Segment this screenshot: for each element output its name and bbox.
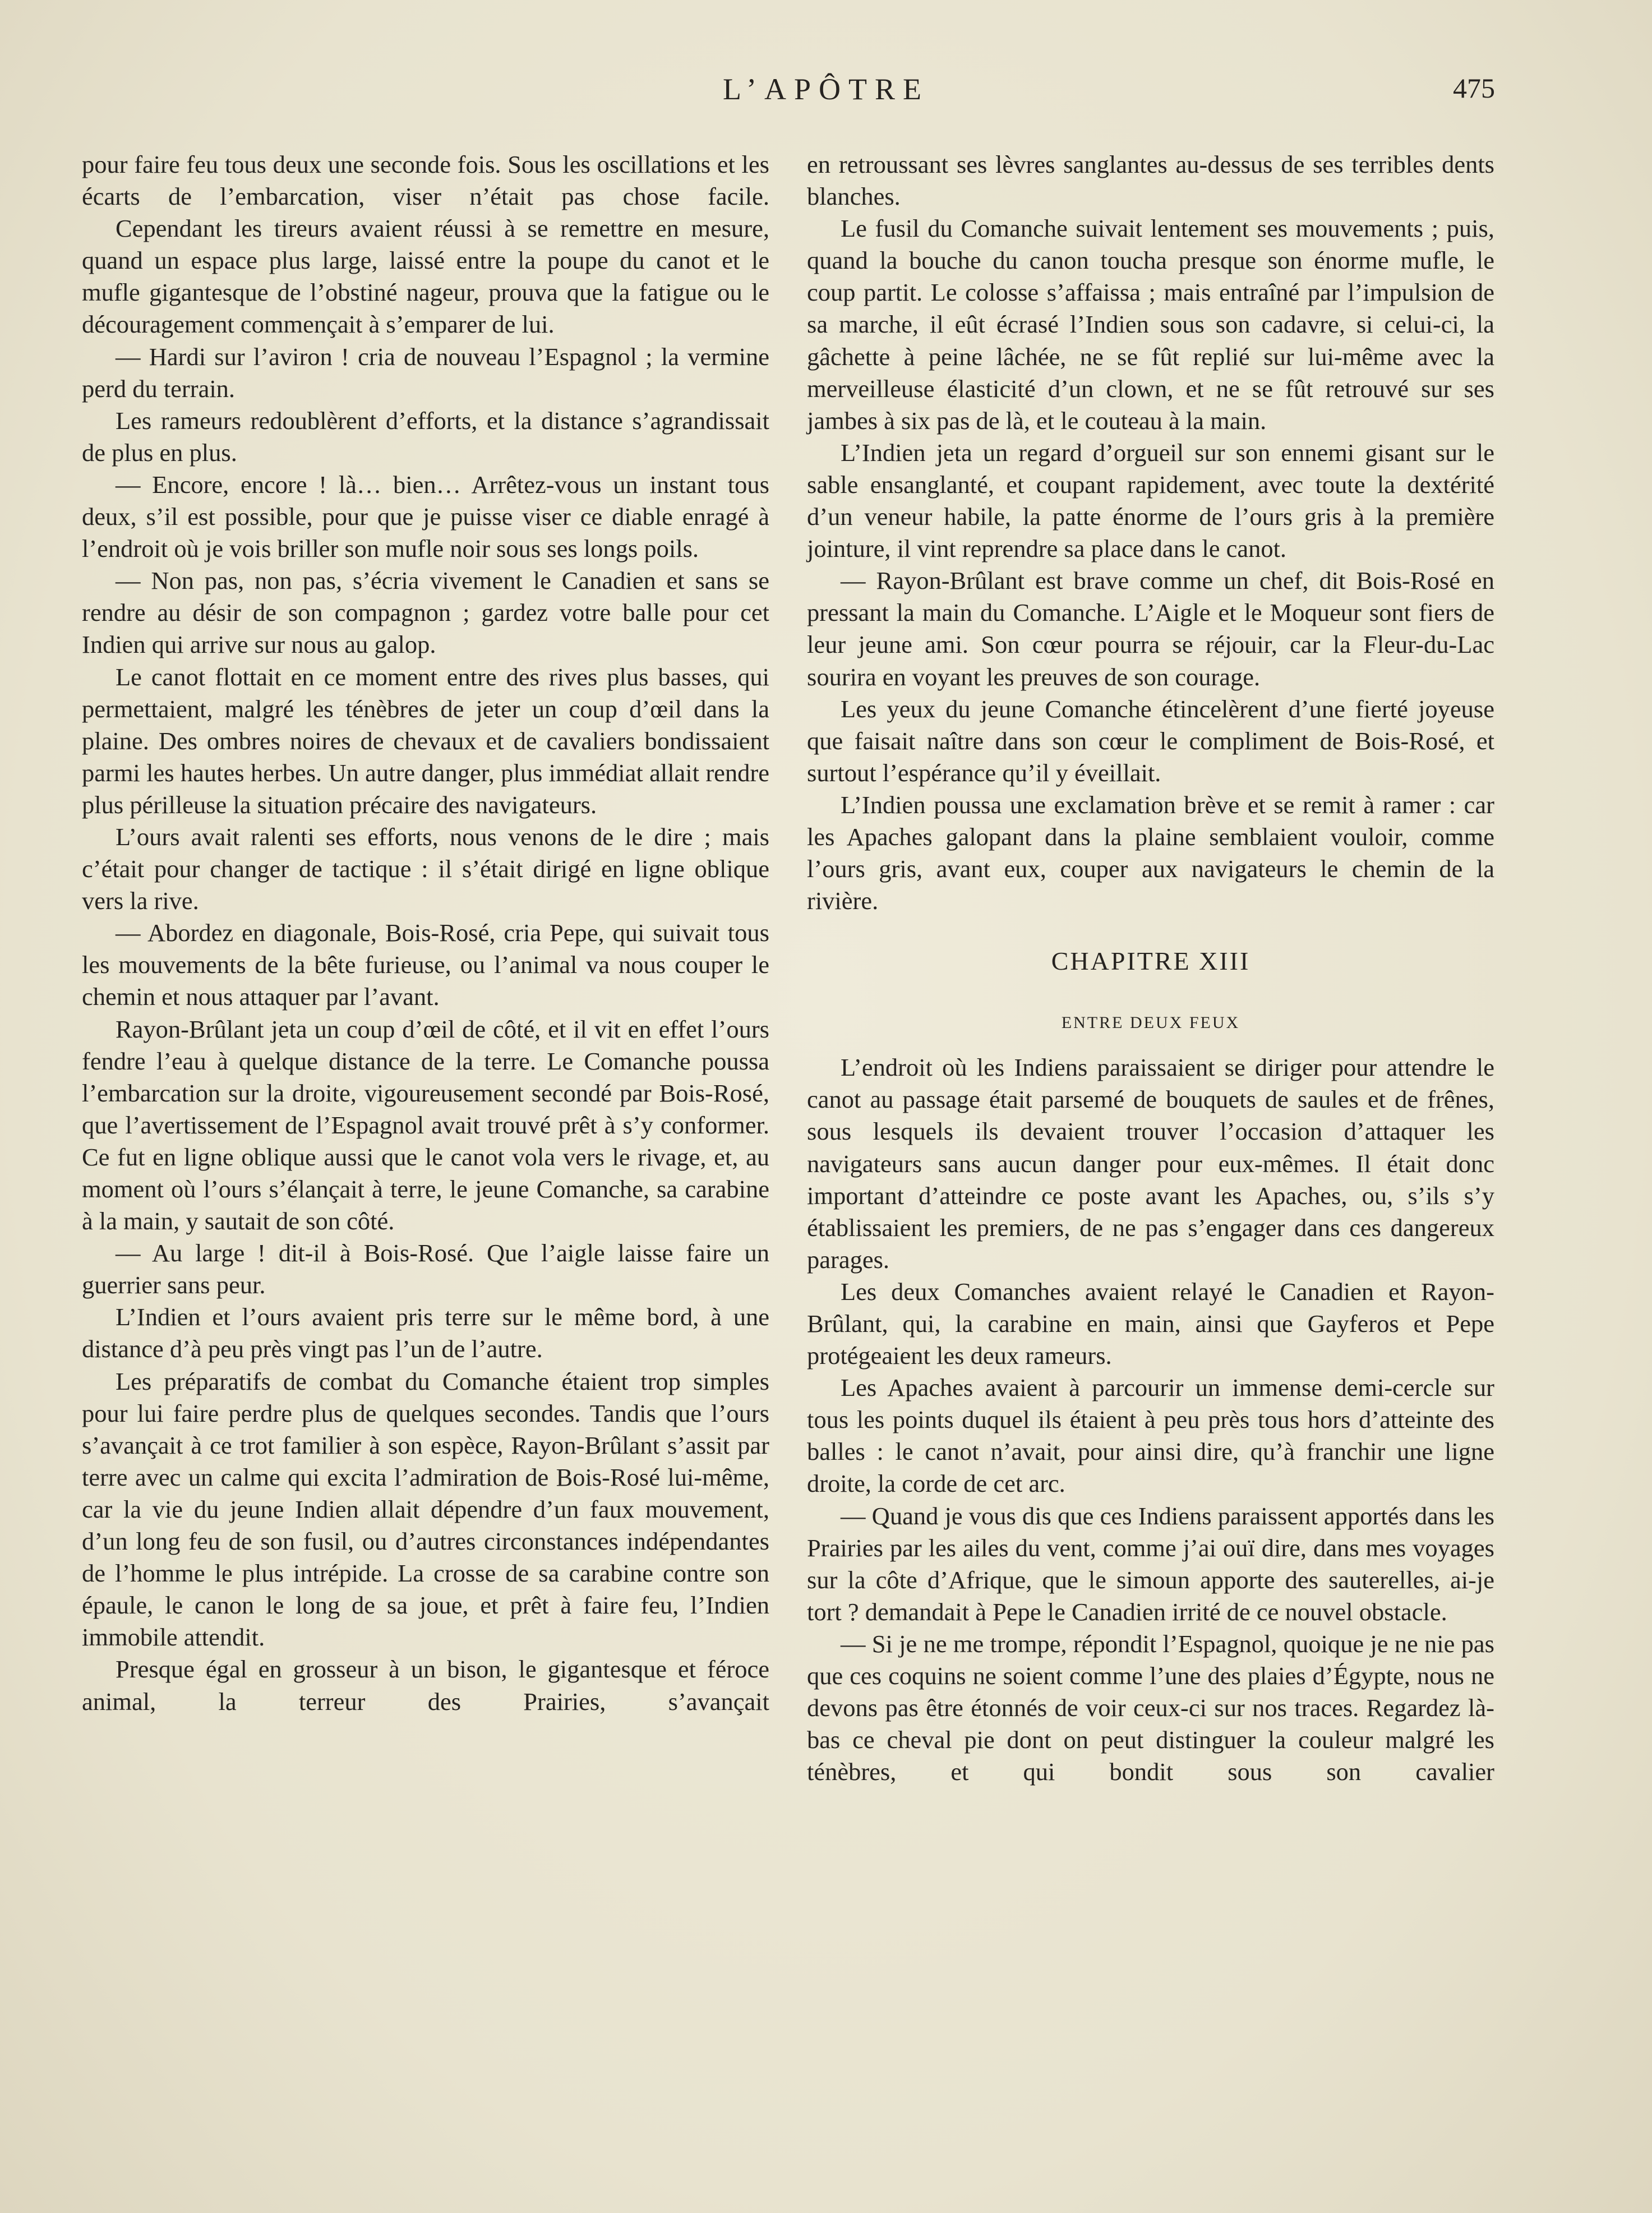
paragraph: — Non pas, non pas, s’écria vivement le Canadien et sans se rendre au désir de son compagnon ; gardez votre balle pour cet Indien qui arrive sur nous au galop. <box>82 566 769 659</box>
chapter-title: CHAPITRE XIII <box>1051 947 1250 976</box>
paragraph: — Au large ! dit-il à Bois-Rosé. Que l’aigle laisse faire un guerrier sans peur. <box>82 1239 769 1299</box>
paragraph: — Rayon-Brûlant est brave comme un chef, dit Bois-Rosé en pressant la main du Comanche. L’Aigle et le Moqueur sont fiers de leur jeune ami. Son cœur pourra se réjouir, car la Fleur-du-Lac sourira en voyant les preuves de son courage. <box>807 566 1494 691</box>
page-number: 475 <box>1453 72 1495 104</box>
running-title: L’APÔTRE <box>722 72 930 106</box>
paragraph: Les deux Comanches avaient relayé le Canadien et Rayon-Brûlant, qui, la carabine en main, ainsi que Gayferos et Pepe protégeaient les deux rameurs. <box>807 1277 1494 1370</box>
paragraph: — Hardi sur l’aviron ! cria de nouveau l’Espagnol ; la vermine perd du terrain. <box>82 342 769 403</box>
right-column <box>807 149 1494 1788</box>
chapter-subtitle: ENTRE DEUX FEUX <box>1061 1013 1240 1032</box>
paragraph: Cependant les tireurs avaient réussi à se remettre en mesure, quand un espace plus large, laissé entre la poupe du canot et le mufle gigantesque de l’obstiné nageur, prouva que la fatigue ou le découragement commençait à s’emparer de lui. <box>82 214 769 339</box>
paragraph: Les rameurs redoublèrent d’efforts, et la distance s’agrandissait de plus en plus. <box>82 406 769 467</box>
paragraph: — Abordez en diagonale, Bois-Rosé, cria Pepe, qui suivait tous les mouvements de la bête furieuse, ou l’animal va nous couper le chemin et nous attaquer par l’avant. <box>82 919 769 1011</box>
paragraph: L’Indien jeta un regard d’orgueil sur son ennemi gisant sur le sable ensanglanté, et coupant rapidement, avec toute la dextérité d’un veneur habile, la patte énorme de l’ours gris à la première jointure, il vint reprendre sa place dans le canot. <box>807 438 1494 563</box>
paragraph: Les yeux du jeune Comanche étincelèrent d’une fierté joyeuse que faisait naître dans son cœur le compliment de Bois-Rosé, et surtout l’espérance qu’il y éveillait. <box>807 694 1494 787</box>
paragraph: L’Indien et l’ours avaient pris terre sur le même bord, à une distance d’à peu près vingt pas l’un de l’autre. <box>82 1303 769 1363</box>
paragraph: L’Indien poussa une exclamation brève et se remit à ramer : car les Apaches galopant dans la plaine semblaient vouloir, comme l’ours gris, avant eux, couper aux navigateurs le chemin de la rivière. <box>807 790 1494 915</box>
paragraph: Rayon-Brûlant jeta un coup d’œil de côté, et il vit en effet l’ours fendre l’eau à quelque distance de la terre. Le Comanche poussa l’embarcation sur la droite, vigoureusement secondé par Bois-Rosé, que l’avertissement de l’Espagnol avait trouvé prêt à s’y conformer. Ce fut en ligne oblique aussi que le canot vola vers le rivage, et, au moment où l’ours s’élançait à terre, le jeune Comanche, sa carabine à la main, y sautait de son côté. <box>82 1015 769 1235</box>
paragraph: pour faire feu tous deux une seconde fois. Sous les oscillations et les écarts de l’embarcation, viser n’était pas chose facile. <box>82 150 769 211</box>
left-column <box>82 149 769 1718</box>
paragraph: — Si je ne me trompe, répondit l’Espagnol, quoique je ne nie pas que ces coquins ne soient comme l’une des plaies d’Égypte, nous ne devons pas être étonnés de voir ceux-ci sur nos traces. Regardez là-bas ce cheval pie dont on peut distinguer la couleur malgré les ténèbres, et qui bondit sous son cavalier <box>807 1629 1494 1786</box>
paragraph: Presque égal en grosseur à un bison, le gigantesque et féroce animal, la terreur des Prairies, s’avançait <box>82 1655 769 1716</box>
paragraph: L’endroit où les Indiens paraissaient se diriger pour attendre le canot au passage était parsemé de bouquets de saules et de frênes, sous lesquels ils devaient trouver l’occasion d’attaquer les navigateurs sans aucun danger pour eux-mêmes. Il était donc important d’atteindre ce poste avant les Apaches, ou, s’ils s’y établissaient les premiers, de ne pas s’engager dans ces dangereux parages. <box>807 1053 1494 1274</box>
paragraph: Les Apaches avaient à parcourir un immense demi-cercle sur tous les points duquel ils étaient à peu près tous hors d’atteinte des balles : le canot n’avait, pour ainsi dire, qu’à franchir une ligne droite, la corde de cet arc. <box>807 1373 1494 1498</box>
paragraph: en retroussant ses lèvres sanglantes au-dessus de ses terribles dents blanches. <box>807 150 1494 211</box>
paragraph: — Quand je vous dis que ces Indiens paraissent apportés dans les Prairies par les ailes du vent, comme j’ai ouï dire, dans mes voyages sur la côte d’Afrique, que le simoun apporte des sauterelles, ai-je tort ? demandait à Pepe le Canadien irrité de ce nouvel obstacle. <box>807 1501 1494 1626</box>
paragraph: Le fusil du Comanche suivait lentement ses mouvements ; puis, quand la bouche du canon toucha presque son énorme mufle, le coup partit. Le colosse s’affaissa ; mais entraîné par l’impulsion de sa marche, il eût écrasé l’Indien sous son cadavre, si celui-ci, la gâchette à peine lâchée, ne se fût replié sur lui-même avec la merveilleuse élasticité d’un clown, et ne se fût retrouvé sur ses jambes à six pas de là, et le couteau à la main. <box>807 214 1494 435</box>
paragraph: L’ours avait ralenti ses efforts, nous venons de le dire ; mais c’était pour changer de tactique : il s’était dirigé en ligne oblique vers la rive. <box>82 822 769 915</box>
paragraph: — Encore, encore ! là… bien… Arrêtez-vous un instant tous deux, s’il est possible, pour que je puisse viser ce diable enragé à l’endroit où je vois briller son mufle noir sous ses longs poils. <box>82 470 769 563</box>
paragraph: Le canot flottait en ce moment entre des rives plus basses, qui permettaient, malgré les ténèbres de jeter un coup d’œil dans la plaine. Des ombres noires de chevaux et de cavaliers bondissaient parmi les hautes herbes. Un autre danger, plus immédiat allait rendre plus périlleuse la situation précaire des navigateurs. <box>82 662 769 819</box>
paragraph: Les préparatifs de combat du Comanche étaient trop simples pour lui faire perdre plus de quelques secondes. Tandis que l’ours s’avançait à ce trot familier à son espèce, Rayon-Brûlant s’assit par terre avec un calme qui excita l’admiration de Bois-Rosé lui-même, car la vie du jeune Indien allait dépendre d’un faux mouvement, d’un long feu de son fusil, ou d’autres circonstances indépendantes de l’homme le plus intrépide. La crosse de sa carabine contre son épaule, le canon le long de sa joue, et prêt à faire feu, l’Indien immobile attendit. <box>82 1367 769 1652</box>
